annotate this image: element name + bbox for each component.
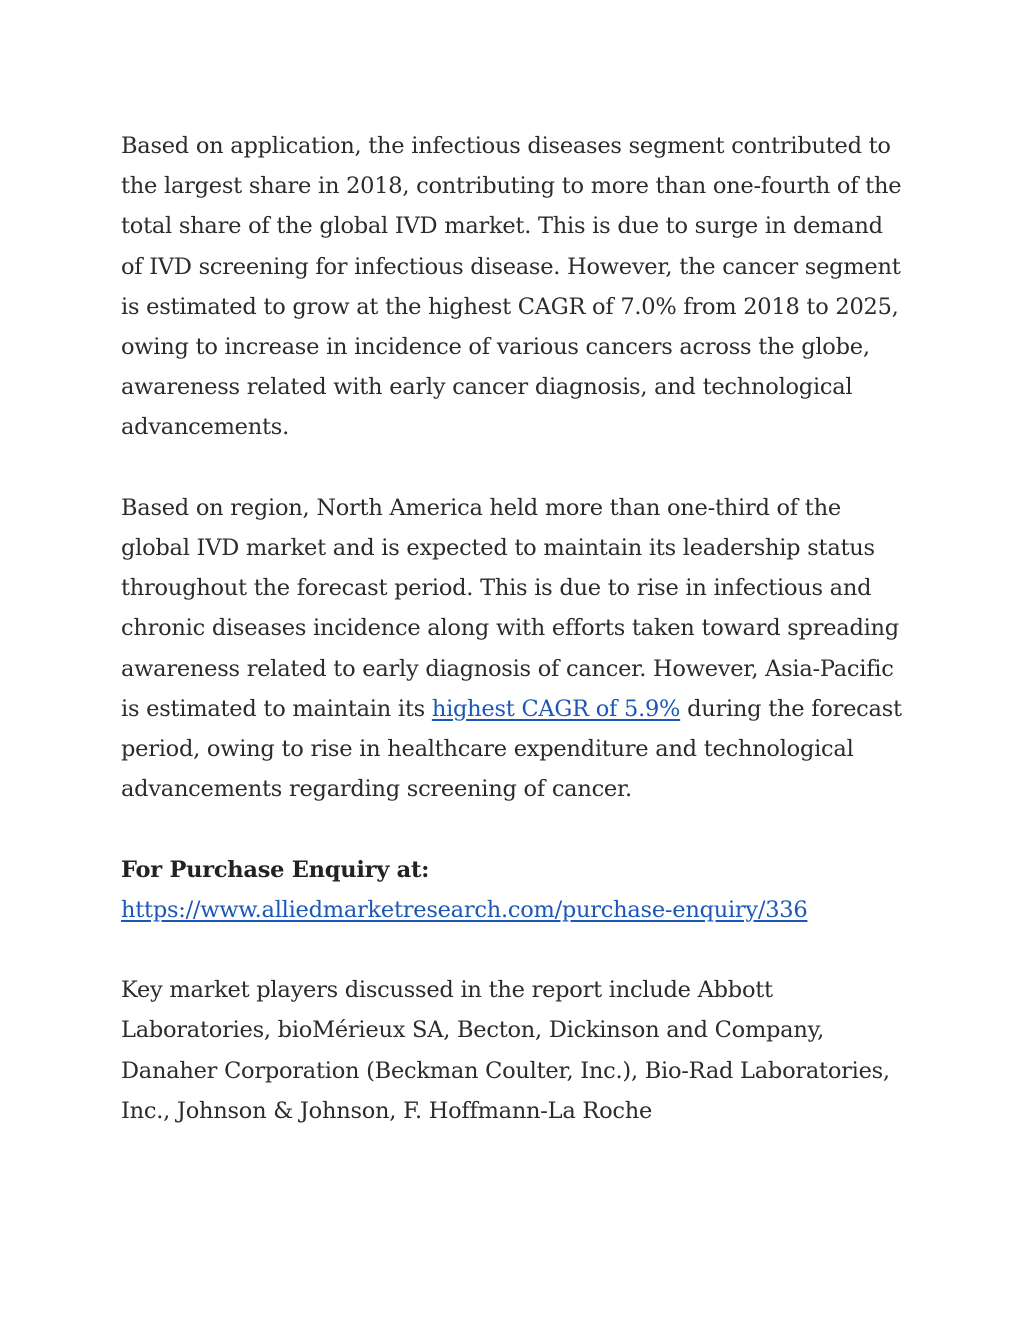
document-body bbox=[121, 126, 911, 1171]
purchase-enquiry-label: For Purchase Enquiry at: bbox=[121, 856, 430, 883]
purchase-enquiry-paragraph bbox=[121, 850, 911, 930]
region-paragraph bbox=[121, 488, 911, 810]
cagr-link[interactable]: highest CAGR of 5.9% bbox=[431, 695, 681, 722]
market-players-paragraph: Key market players discussed in the report include Abbott Laboratories, bioMérieux SA, Becton, Dickinson and Company, Danaher Corporation (Beckman Coulter, Inc.), Bio-Rad Laboratories, Inc., Johnson & Johnson, F. Hoffmann-La Roche bbox=[121, 977, 890, 1124]
region-text-before-link: Based on region, North America held more than one-third of the global IVD market and is expected to maintain its leadership status throughout the forecast period. This is due to rise in infectious and chronic diseases incidence along with efforts taken toward spreading awareness related to early diagnosis of cancer. However, Asia-Pacific is estimated to maintain its bbox=[121, 494, 899, 722]
region-text-after-link: during the forecast period, owing to rise in healthcare expenditure and technological advancements regarding screening of cancer. bbox=[121, 695, 902, 803]
purchase-enquiry-link[interactable]: https://www.alliedmarketresearch.com/purchase-enquiry/336 bbox=[121, 896, 808, 923]
application-paragraph: Based on application, the infectious diseases segment contributed to the largest share in 2018, contributing to more than one-fourth of the total share of the global IVD market. This is due to surge in demand of IVD screening for infectious disease. However, the cancer segment is estimated to grow at the highest CAGR of 7.0% from 2018 to 2025, owing to increase in incidence of various cancers across the globe, awareness related with early cancer diagnosis, and technological advancements. bbox=[121, 133, 902, 441]
